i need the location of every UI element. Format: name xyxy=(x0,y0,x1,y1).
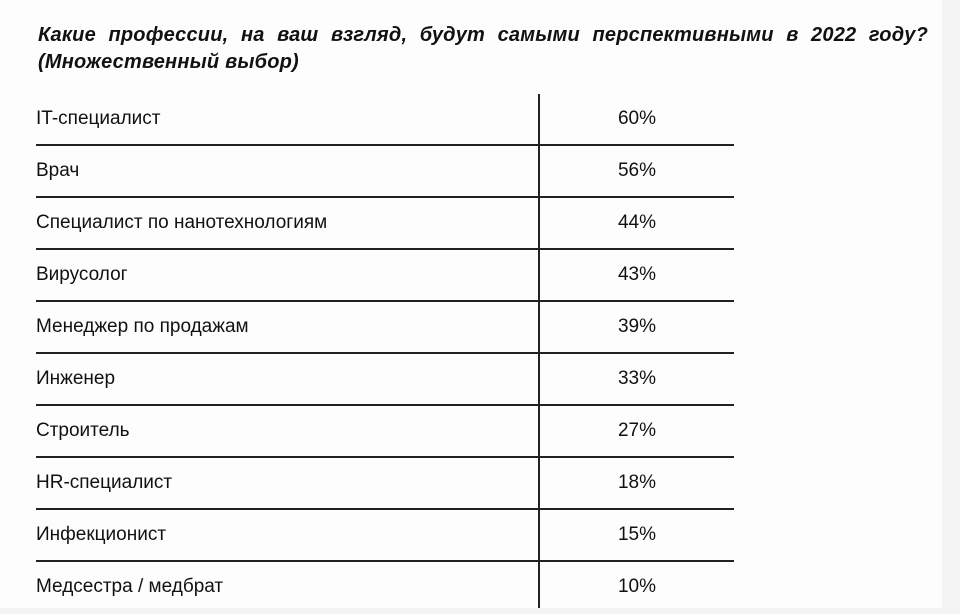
percentage-value: 10% xyxy=(617,576,657,597)
survey-question-title: Какие профессии, на ваш взгляд, будут самыми перспективными в 2022 году? (Множественный выбор) xyxy=(38,24,928,73)
table-row xyxy=(0,560,740,612)
percentage-value: 27% xyxy=(617,420,657,441)
profession-label: HR-специалист xyxy=(36,472,173,493)
profession-label: Вирусолог xyxy=(36,264,128,285)
table-row xyxy=(0,144,740,196)
percentage-value: 44% xyxy=(617,212,657,233)
percentage-value: 33% xyxy=(617,368,657,389)
table-row xyxy=(0,456,740,508)
percentage-value: 39% xyxy=(617,316,657,337)
table-row xyxy=(0,404,740,456)
table-row xyxy=(0,352,740,404)
profession-label: Менеджер по продажам xyxy=(36,316,249,337)
profession-label: Инженер xyxy=(36,368,116,389)
profession-label: Строитель xyxy=(36,420,130,441)
profession-label: Врач xyxy=(36,160,80,181)
percentage-value: 60% xyxy=(617,108,657,129)
profession-label: Инфекционист xyxy=(36,524,167,545)
results-table xyxy=(0,92,740,612)
percentage-value: 43% xyxy=(617,264,657,285)
profession-label: Специалист по нанотехнологиям xyxy=(36,212,328,233)
table-row xyxy=(0,196,740,248)
percentage-value: 15% xyxy=(617,524,657,545)
table-row xyxy=(0,92,740,144)
table-row xyxy=(0,248,740,300)
percentage-value: 56% xyxy=(617,160,657,181)
profession-label: IT-специалист xyxy=(36,108,161,129)
profession-label: Медсестра / медбрат xyxy=(36,576,224,597)
percentage-value: 18% xyxy=(617,472,657,493)
table-row xyxy=(0,300,740,352)
table-row xyxy=(0,508,740,560)
